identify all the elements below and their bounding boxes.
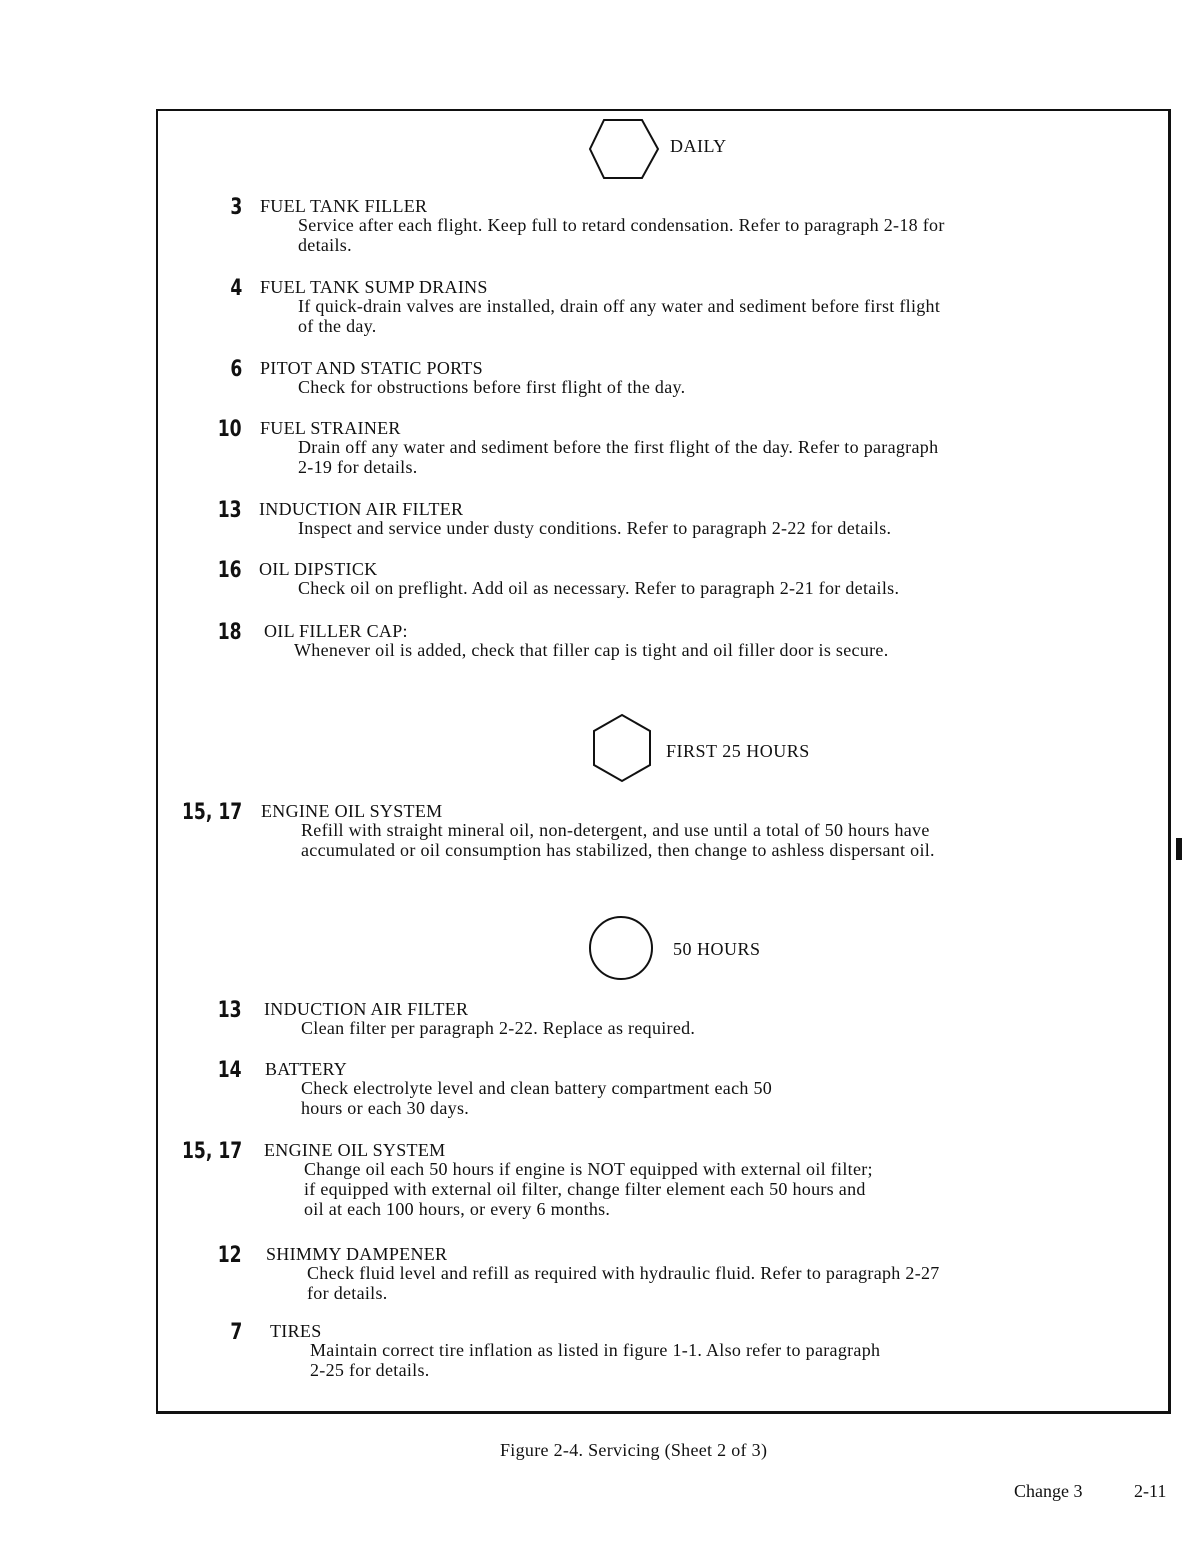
item-index-number: 4: [230, 276, 242, 301]
item-index-number: 10: [218, 417, 242, 442]
revision-change-bar: [1176, 838, 1182, 860]
description-line: if equipped with external oil filter, change filter element each 50 hours and: [304, 1179, 866, 1199]
description-line: Clean filter per paragraph 2-22. Replace as required.: [301, 1018, 696, 1038]
description-line: Refill with straight mineral oil, non-detergent, and use until a total of 50 hours have: [301, 820, 930, 840]
item-title: PITOT AND STATIC PORTS: [260, 358, 483, 378]
hexagon-flat-top-icon: [588, 118, 660, 180]
description-line: Check oil on preflight. Add oil as necessary. Refer to paragraph 2-21 for details.: [298, 578, 900, 598]
item-description: [298, 296, 940, 336]
item-description: [298, 215, 945, 255]
description-line: Check fluid level and refill as required with hydraulic fluid. Refer to paragraph 2-27: [307, 1263, 940, 1283]
item-title: INDUCTION AIR FILTER: [264, 999, 469, 1019]
description-line: oil at each 100 hours, or every 6 months.: [304, 1199, 611, 1219]
description-line: Whenever oil is added, check that filler cap is tight and oil filler door is secure.: [294, 640, 889, 660]
description-line: Inspect and service under dusty conditions. Refer to paragraph 2-22 for details.: [298, 518, 892, 538]
item-description: [301, 820, 935, 860]
item-description: [294, 640, 889, 660]
item-description: [310, 1340, 880, 1380]
description-line: Check for obstructions before first flight of the day.: [298, 377, 686, 397]
item-title: ENGINE OIL SYSTEM: [261, 801, 443, 821]
item-index-number: 3: [230, 195, 242, 220]
item-title: BATTERY: [265, 1059, 348, 1079]
item-index-number: 7: [230, 1320, 242, 1345]
item-description: [301, 1018, 695, 1038]
item-title: OIL FILLER CAP:: [264, 621, 408, 641]
item-title: FUEL TANK FILLER: [260, 196, 428, 216]
hexagon-pointy-top-icon: [592, 713, 652, 783]
description-line: Service after each flight. Keep full to retard condensation. Refer to paragraph 2-18 for: [298, 215, 945, 235]
item-index-number: 18: [218, 620, 242, 645]
section-title: FIRST 25 HOURS: [666, 741, 810, 761]
description-line: If quick-drain valves are installed, drain off any water and sediment before first flight: [298, 296, 941, 316]
description-line: accumulated or oil consumption has stabilized, then change to ashless dispersant oil.: [301, 840, 935, 860]
change-number: Change 3: [1014, 1481, 1083, 1501]
section-title: DAILY: [670, 136, 727, 156]
item-index-number: 15, 17: [181, 1139, 242, 1164]
figure-caption: Figure 2-4. Servicing (Sheet 2 of 3): [500, 1440, 768, 1460]
description-line: for details.: [307, 1283, 388, 1303]
description-line: details.: [298, 235, 352, 255]
description-line: Drain off any water and sediment before the first flight of the day. Refer to paragraph: [298, 437, 939, 457]
page-number: 2-11: [1134, 1481, 1167, 1501]
item-description: [298, 578, 899, 598]
item-title: TIRES: [270, 1321, 322, 1341]
description-line: Maintain correct tire inflation as listed in figure 1-1. Also refer to paragraph: [310, 1340, 881, 1360]
item-title: FUEL STRAINER: [260, 418, 401, 438]
description-line: hours or each 30 days.: [301, 1098, 470, 1118]
section-title: 50 HOURS: [673, 939, 761, 959]
item-title: INDUCTION AIR FILTER: [259, 499, 464, 519]
description-line: Check electrolyte level and clean battery compartment each 50: [301, 1078, 773, 1098]
item-description: [304, 1159, 873, 1219]
item-title: SHIMMY DAMPENER: [266, 1244, 448, 1264]
item-index-number: 13: [218, 498, 242, 523]
item-description: [298, 437, 938, 477]
item-index-number: 13: [218, 998, 242, 1023]
item-title: ENGINE OIL SYSTEM: [264, 1140, 446, 1160]
item-description: [298, 377, 685, 397]
description-line: Change oil each 50 hours if engine is NOT equipped with external oil filter;: [304, 1159, 873, 1179]
description-line: 2-25 for details.: [310, 1360, 430, 1380]
item-index-number: 15, 17: [181, 800, 242, 825]
item-index-number: 12: [218, 1243, 242, 1268]
item-title: FUEL TANK SUMP DRAINS: [260, 277, 488, 297]
description-line: 2-19 for details.: [298, 457, 418, 477]
description-line: of the day.: [298, 316, 377, 336]
item-index-number: 16: [218, 558, 242, 583]
item-description: [301, 1078, 772, 1118]
item-description: [298, 518, 891, 538]
item-description: [307, 1263, 940, 1303]
item-title: OIL DIPSTICK: [259, 559, 378, 579]
item-index-number: 6: [230, 357, 242, 382]
circle-icon: [588, 915, 654, 981]
item-index-number: 14: [218, 1058, 242, 1083]
